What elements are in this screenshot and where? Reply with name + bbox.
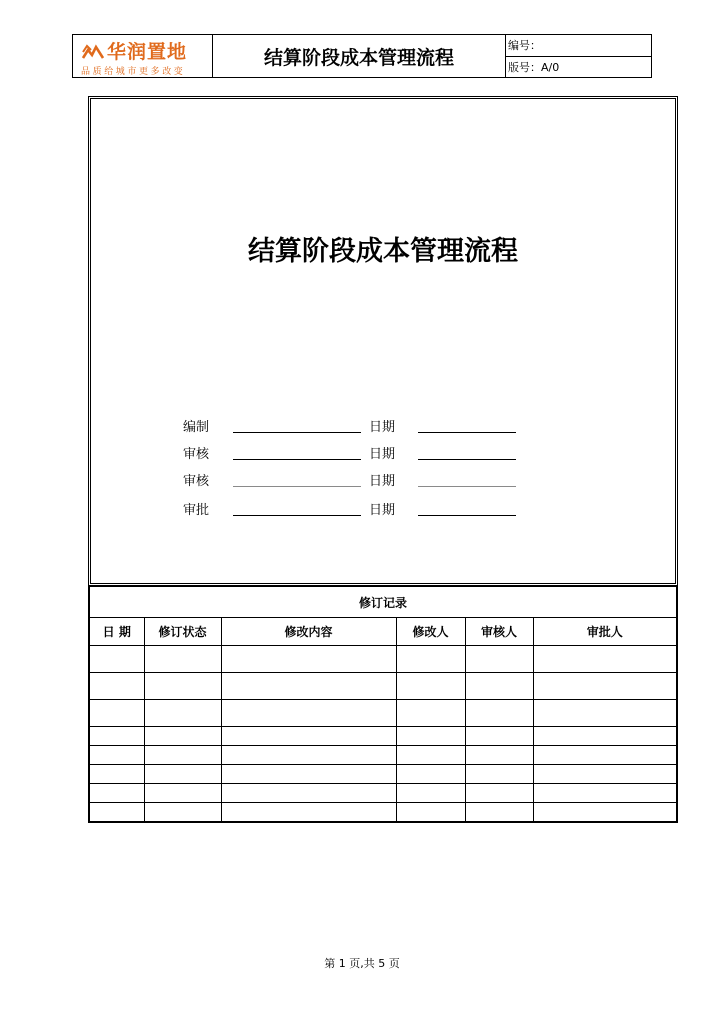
date-line [418,515,516,516]
column-header: 日 期 [89,618,144,646]
revision-header-row [89,618,677,646]
date-label: 日期 [369,420,396,435]
signature-role: 审核 [183,474,210,489]
header-title: 结算阶段成本管理流程 [213,35,506,77]
signature-role: 审核 [183,447,210,462]
date-label: 日期 [369,474,396,489]
revision-table [88,585,678,823]
date-line [418,486,516,487]
cover-frame [88,96,678,586]
table-row [89,746,677,765]
signature-line [233,459,361,460]
table-row [89,803,677,823]
signature-line [233,486,361,487]
document-header [72,34,652,78]
table-row [89,700,677,727]
brand-slogan: 品质给城市更多改变 [81,67,186,77]
company-logo [73,35,213,77]
cover-title: 结算阶段成本管理流程 [248,236,518,267]
signature-line [233,432,361,433]
column-header: 审批人 [533,618,677,646]
revision-caption: 修订记录 [89,586,677,618]
table-row [89,727,677,746]
table-row [89,673,677,700]
table-row [89,646,677,673]
column-header: 审核人 [465,618,533,646]
brand-name: 华润置地 [107,41,188,63]
signature-line [233,515,361,516]
column-header: 修订状态 [144,618,221,646]
column-header: 修改内容 [221,618,396,646]
date-label: 日期 [369,503,396,518]
date-label: 日期 [369,447,396,462]
table-row [89,784,677,803]
table-row [89,765,677,784]
document-version: 版号：A/0 [506,56,651,78]
header-meta [506,35,651,77]
column-header: 修改人 [396,618,465,646]
page-number: 第 1 页,共 5 页 [324,957,400,970]
logo-mountain-icon [82,41,104,61]
document-number: 编号： [508,39,541,53]
date-line [418,459,516,460]
date-line [418,432,516,433]
signature-role: 编制 [183,420,210,435]
signature-role: 审批 [183,503,210,518]
